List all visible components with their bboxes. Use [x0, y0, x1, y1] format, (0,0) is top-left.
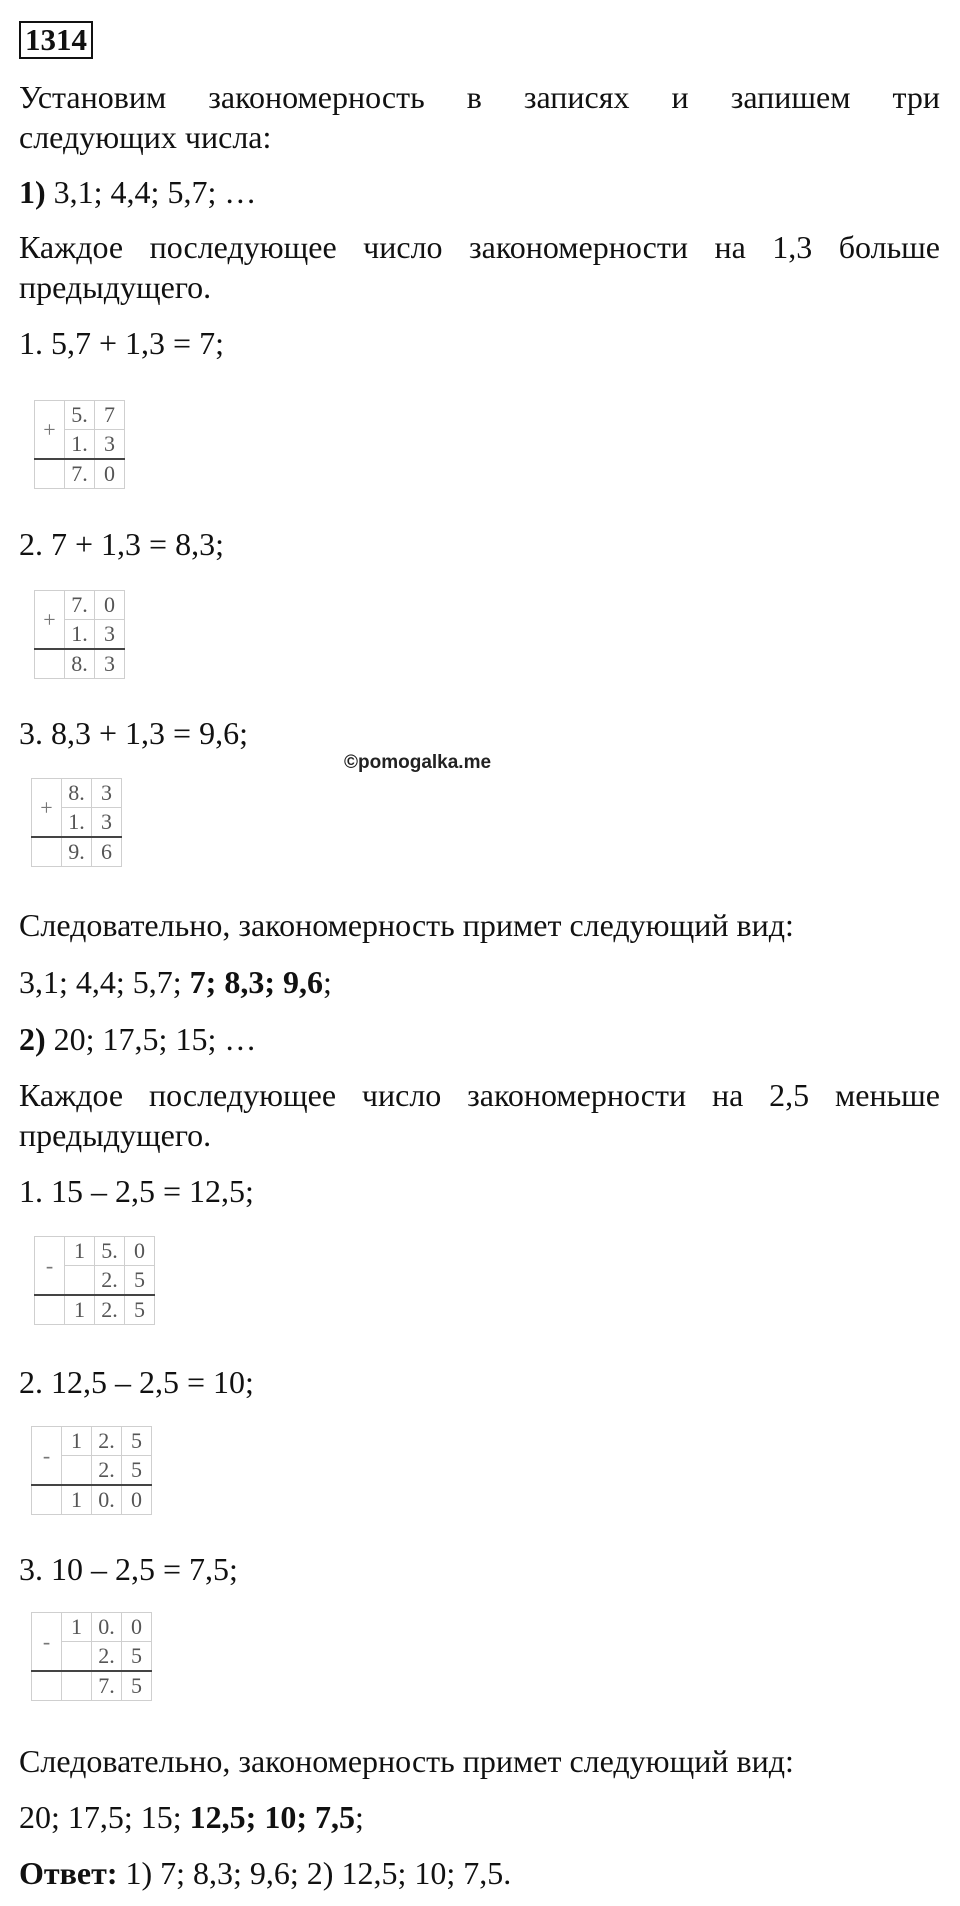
digit-cell: 0 [125, 1237, 155, 1266]
empty-cell [35, 649, 65, 679]
empty-cell [35, 459, 65, 489]
plus-sign: + [35, 591, 65, 650]
part1-result-new: 7; 8,3; 9,6 [189, 964, 323, 1000]
part2-rule-line1: Каждое последующее число закономерности на 2,5 меньше [19, 1077, 940, 1113]
digit-cell: 3 [95, 649, 125, 679]
part1-step2-column-addition [34, 590, 125, 679]
part2-result-given: 20; 17,5; 15; [19, 1799, 190, 1835]
answer-text: 1) 7; 8,3; 9,6; 2) 12,5; 10; 7,5. [117, 1855, 512, 1891]
digit-cell: 1 [62, 1613, 92, 1642]
part1-conclusion: Следовательно, закономерность примет следующий вид: [19, 907, 794, 943]
intro-text-cont: следующих числа: [19, 119, 272, 155]
part1-sequence: 3,1; 4,4; 5,7; … [53, 174, 257, 210]
digit-cell: 3 [95, 430, 125, 460]
digit-cell: 7. [65, 459, 95, 489]
minus-sign: - [32, 1427, 62, 1486]
digit-cell [62, 1642, 92, 1672]
digit-cell: 5 [122, 1456, 152, 1486]
digit-cell: 1 [65, 1237, 95, 1266]
part2-label: 2) [19, 1021, 46, 1057]
digit-cell: 2. [92, 1642, 122, 1672]
digit-cell: 1. [62, 808, 92, 838]
digit-cell: 0 [95, 591, 125, 620]
digit-cell: 7. [92, 1671, 122, 1701]
part2-step3-text: 3. 10 – 2,5 = 7,5; [19, 1551, 238, 1587]
answer-line [19, 1853, 511, 1893]
empty-cell [32, 1671, 62, 1701]
digit-cell: 6 [92, 837, 122, 867]
intro-text: Установим закономерность в записях и запишем три [19, 79, 940, 115]
part1-rule-line2: предыдущего. [19, 269, 212, 305]
part1-step3-text: 3. 8,3 + 1,3 = 9,6; [19, 715, 248, 751]
digit-cell [65, 1266, 95, 1296]
plus-sign: + [32, 779, 62, 838]
plus-sign: + [35, 401, 65, 460]
part1-result-line [19, 962, 332, 1002]
digit-cell: 5 [122, 1671, 152, 1701]
digit-cell: 9. [62, 837, 92, 867]
digit-cell: 3 [92, 808, 122, 838]
digit-cell: 5 [122, 1427, 152, 1456]
empty-cell [35, 1295, 65, 1325]
part1-label: 1) [19, 174, 46, 210]
digit-cell: 7 [95, 401, 125, 430]
digit-cell: 5. [65, 401, 95, 430]
part2-step1-column-subtraction [34, 1236, 155, 1325]
digit-cell [62, 1671, 92, 1701]
digit-cell: 2. [95, 1295, 125, 1325]
digit-cell: 5 [122, 1642, 152, 1672]
punctuation: ; [322, 964, 332, 1000]
part1-step1-text: 1. 5,7 + 1,3 = 7; [19, 325, 224, 361]
digit-cell: 3 [92, 779, 122, 808]
part1-sequence-line [19, 172, 256, 212]
watermark: ©pomogalka.me [344, 752, 492, 773]
part2-step3-column-subtraction [31, 1612, 152, 1701]
digit-cell: 1 [62, 1427, 92, 1456]
part2-step2-text: 2. 12,5 – 2,5 = 10; [19, 1364, 254, 1400]
digit-cell: 8. [65, 649, 95, 679]
digit-cell: 2. [92, 1456, 122, 1486]
part1-result-given: 3,1; 4,4; 5,7; [19, 964, 190, 1000]
empty-cell [32, 837, 62, 867]
part2-sequence-line [19, 1019, 256, 1059]
part2-sequence: 20; 17,5; 15; … [53, 1021, 257, 1057]
digit-cell [62, 1456, 92, 1486]
part2-result-new: 12,5; 10; 7,5 [189, 1799, 355, 1835]
digit-cell: 0 [122, 1613, 152, 1642]
digit-cell: 1. [65, 430, 95, 460]
digit-cell: 1. [65, 620, 95, 650]
digit-cell: 2. [92, 1427, 122, 1456]
part1-rule-line1: Каждое последующее число закономерности на 1,3 больше [19, 229, 940, 265]
digit-cell: 2. [95, 1266, 125, 1296]
digit-cell: 7. [65, 591, 95, 620]
minus-sign: - [35, 1237, 65, 1296]
digit-cell: 0 [122, 1485, 152, 1515]
digit-cell: 1 [62, 1485, 92, 1515]
digit-cell: 5 [125, 1295, 155, 1325]
part1-step3-column-addition [31, 778, 122, 867]
punctuation: ; [354, 1799, 364, 1835]
part2-rule-line2: предыдущего. [19, 1117, 212, 1153]
part1-step1-column-addition [34, 400, 125, 489]
problem-number: 1314 [19, 21, 93, 59]
digit-cell: 3 [95, 620, 125, 650]
part2-step2-column-subtraction [31, 1426, 152, 1515]
digit-cell: 0 [95, 459, 125, 489]
digit-cell: 0. [92, 1613, 122, 1642]
part2-conclusion: Следовательно, закономерность примет следующий вид: [19, 1743, 794, 1779]
digit-cell: 0. [92, 1485, 122, 1515]
digit-cell: 5. [95, 1237, 125, 1266]
part2-result-line [19, 1797, 364, 1837]
minus-sign: - [32, 1613, 62, 1672]
digit-cell: 5 [125, 1266, 155, 1296]
part1-step2-text: 2. 7 + 1,3 = 8,3; [19, 526, 224, 562]
part2-step1-text: 1. 15 – 2,5 = 12,5; [19, 1173, 254, 1209]
answer-label: Ответ: [19, 1855, 118, 1891]
digit-cell: 1 [65, 1295, 95, 1325]
empty-cell [32, 1485, 62, 1515]
digit-cell: 8. [62, 779, 92, 808]
